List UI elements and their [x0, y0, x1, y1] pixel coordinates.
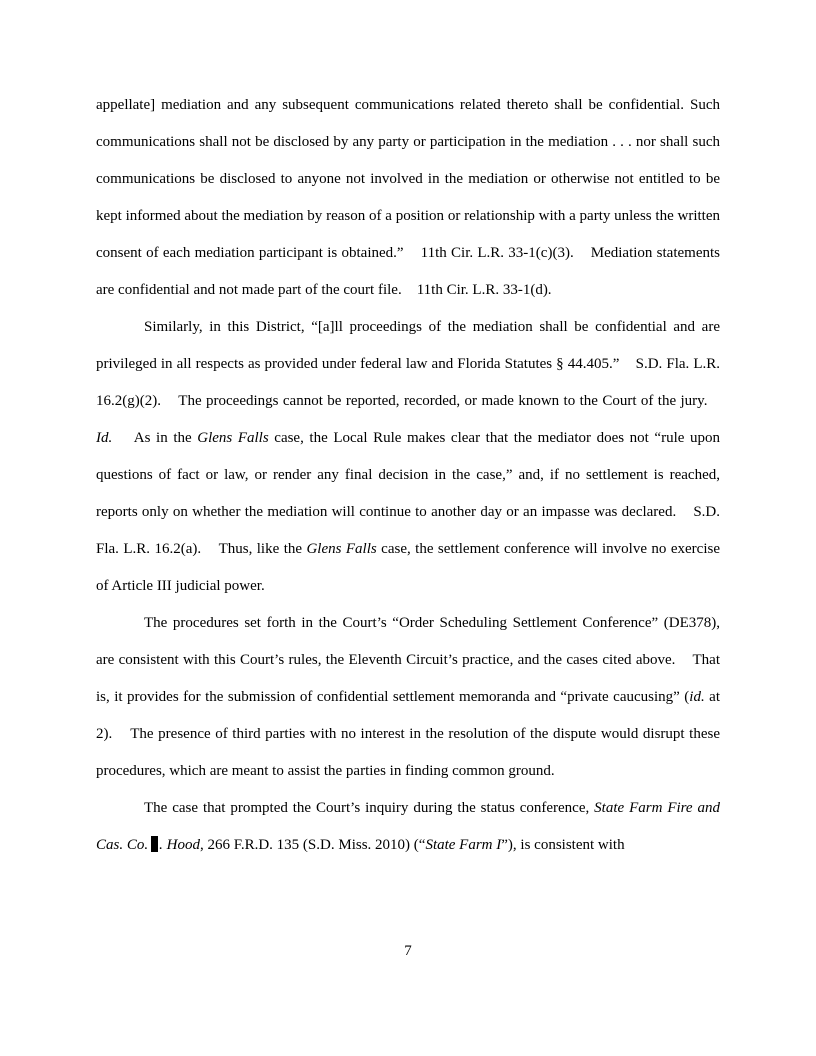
- paragraph: [96, 309, 720, 605]
- text-segment: at 2). The presence of third parties with no interest in the resolution of the dispute would disrupt these procedures, which are meant to assist the parties in finding common ground.: [96, 689, 720, 779]
- italic-text-segment: State Farm Fire and Cas. Co.: [96, 800, 721, 853]
- italic-text-segment: Glens Falls: [197, 430, 269, 446]
- text-segment: case, the Local Rule makes clear that the mediator does not “rule upon questions of fact or law, or render any final decision in the case,” and, if no settlement is reached, reports only on whether the mediation will continue to another day or an impasse was declared. S.D. Fla. L.R. 16.2(a). Thus, like the: [96, 430, 720, 557]
- redaction-mark: [151, 836, 158, 852]
- text-segment: The procedures set forth in the Court’s “Order Scheduling Settlement Conference” (DE378), are consistent with this Court’s rules, the Eleventh Circuit’s practice, and the cases cited above. That is, it provides for the submission of confidential settlement memoranda and “private caucusing” (: [96, 615, 720, 705]
- paragraph-list: [96, 87, 720, 864]
- italic-text-segment: id.: [689, 689, 705, 705]
- text-segment: ”), is consistent with: [501, 837, 625, 853]
- italic-text-segment: Glens Falls: [306, 541, 377, 557]
- paragraph: [96, 605, 720, 790]
- text-segment: The case that prompted the Court’s inquiry during the status conference,: [144, 800, 595, 816]
- italic-text-segment: Id.: [96, 430, 113, 446]
- text-segment: , 266 F.R.D. 135 (S.D. Miss. 2010) (“: [199, 837, 426, 853]
- paragraph: [96, 87, 720, 309]
- text-segment: As in the: [112, 430, 198, 446]
- page-number: 7: [404, 943, 412, 959]
- italic-text-segment: . Hood: [159, 837, 200, 853]
- text-segment: Similarly, in this District, “[a]ll proceedings of the mediation shall be confidential and are privileged in all respects as provided under federal law and Florida Statutes § 44.405.” S.D. Fla. L.R. 16.2(g)(2). The proceedings cannot be reported, recorded, or made known to the Court of the jury.: [96, 319, 720, 409]
- text-segment: appellate] mediation and any subsequent communications related thereto shall be confidential. Such communications shall not be disclosed by any party or participation in the mediation . . . nor shall such communications be disclosed to anyone not involved in the mediation or otherwise not entitled to be kept informed about the mediation by reason of a position or relationship with a party unless the written consent of each mediation participant is obtained.” 11th Cir. L.R. 33-1(c)(3). Mediation statements are confidential and not made part of the court file. 11th Cir. L.R. 33-1(d).: [96, 97, 720, 298]
- paragraph: [96, 790, 720, 864]
- text-segment: case, the settlement conference will involve no exercise of Article III judicial power.: [96, 541, 720, 594]
- document-body: [96, 87, 720, 864]
- italic-text-segment: State Farm I: [425, 837, 502, 853]
